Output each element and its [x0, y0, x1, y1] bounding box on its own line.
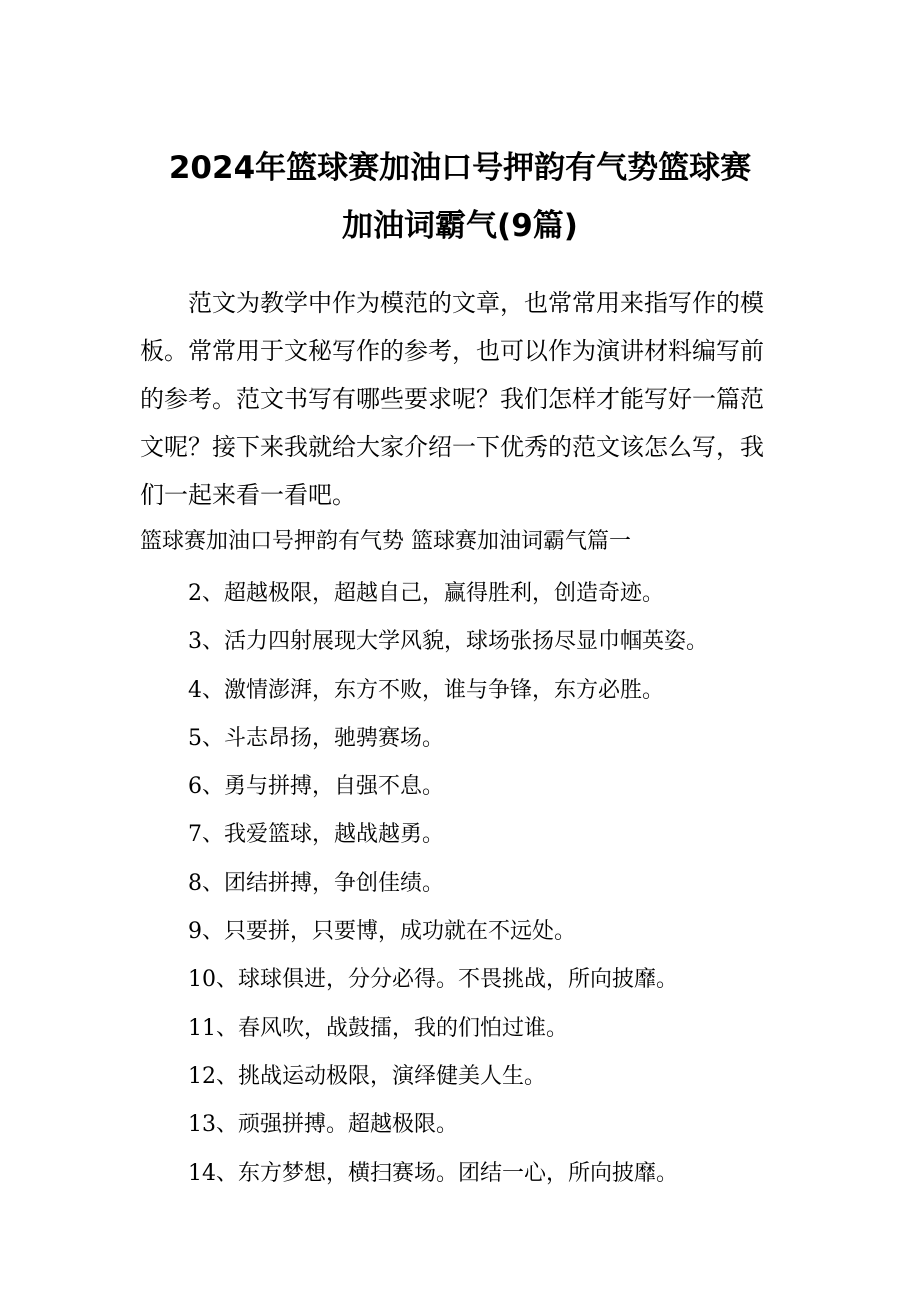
intro-line: 板。常常用于文秘写作的参考，也可以作为演讲材料编写前: [140, 337, 764, 365]
document-title-line-1: 2024年篮球赛加油口号押韵有气势篮球赛: [168, 150, 752, 186]
intro-line: 范文为教学中作为模范的文章，也常常用来指写作的模: [188, 289, 764, 317]
list-item: 10、球球俱进，分分必得。不畏挑战，所向披靡。: [188, 967, 678, 993]
list-item: 9、只要拼，只要博，成功就在不远处。: [188, 919, 576, 945]
intro-line: 文呢？接下来我就给大家介绍一下优秀的范文该怎么写，我: [140, 433, 764, 461]
list-item: 3、活力四射展现大学风貌，球场张扬尽显巾帼英姿。: [188, 629, 708, 655]
intro-line: 的参考。范文书写有哪些要求呢？我们怎样才能写好一篇范: [140, 385, 764, 413]
list-item: 6、勇与拼搏，自强不息。: [188, 774, 444, 800]
document-title-line-2: 加油词霸气(9篇): [342, 208, 578, 244]
list-item: 8、团结拼搏，争创佳绩。: [188, 870, 444, 896]
intro-paragraph: [140, 279, 780, 519]
list-item: 12、挑战运动极限，演绎健美人生。: [188, 1063, 546, 1089]
section-heading: 篮球赛加油口号押韵有气势 篮球赛加油词霸气篇一: [140, 529, 631, 554]
list-item: 2、超越极限，超越自己，赢得胜利，创造奇迹。: [188, 581, 664, 606]
list-item: 13、顽强拼搏。超越极限。: [188, 1112, 458, 1138]
list-item: 11、春风吹，战鼓擂，我的们怕过谁。: [188, 1015, 568, 1041]
slogan-list: [188, 570, 708, 1198]
intro-line: 们一起来看一看吧。: [140, 481, 356, 509]
list-item: 7、我爱篮球，越战越勇。: [188, 822, 444, 848]
list-item: 4、激情澎湃，东方不败，谁与争锋，东方必胜。: [188, 677, 664, 703]
list-item: 14、东方梦想，横扫赛场。团结一心，所向披靡。: [188, 1160, 678, 1186]
list-item: 5、斗志昂扬，驰骋赛场。: [188, 725, 444, 751]
